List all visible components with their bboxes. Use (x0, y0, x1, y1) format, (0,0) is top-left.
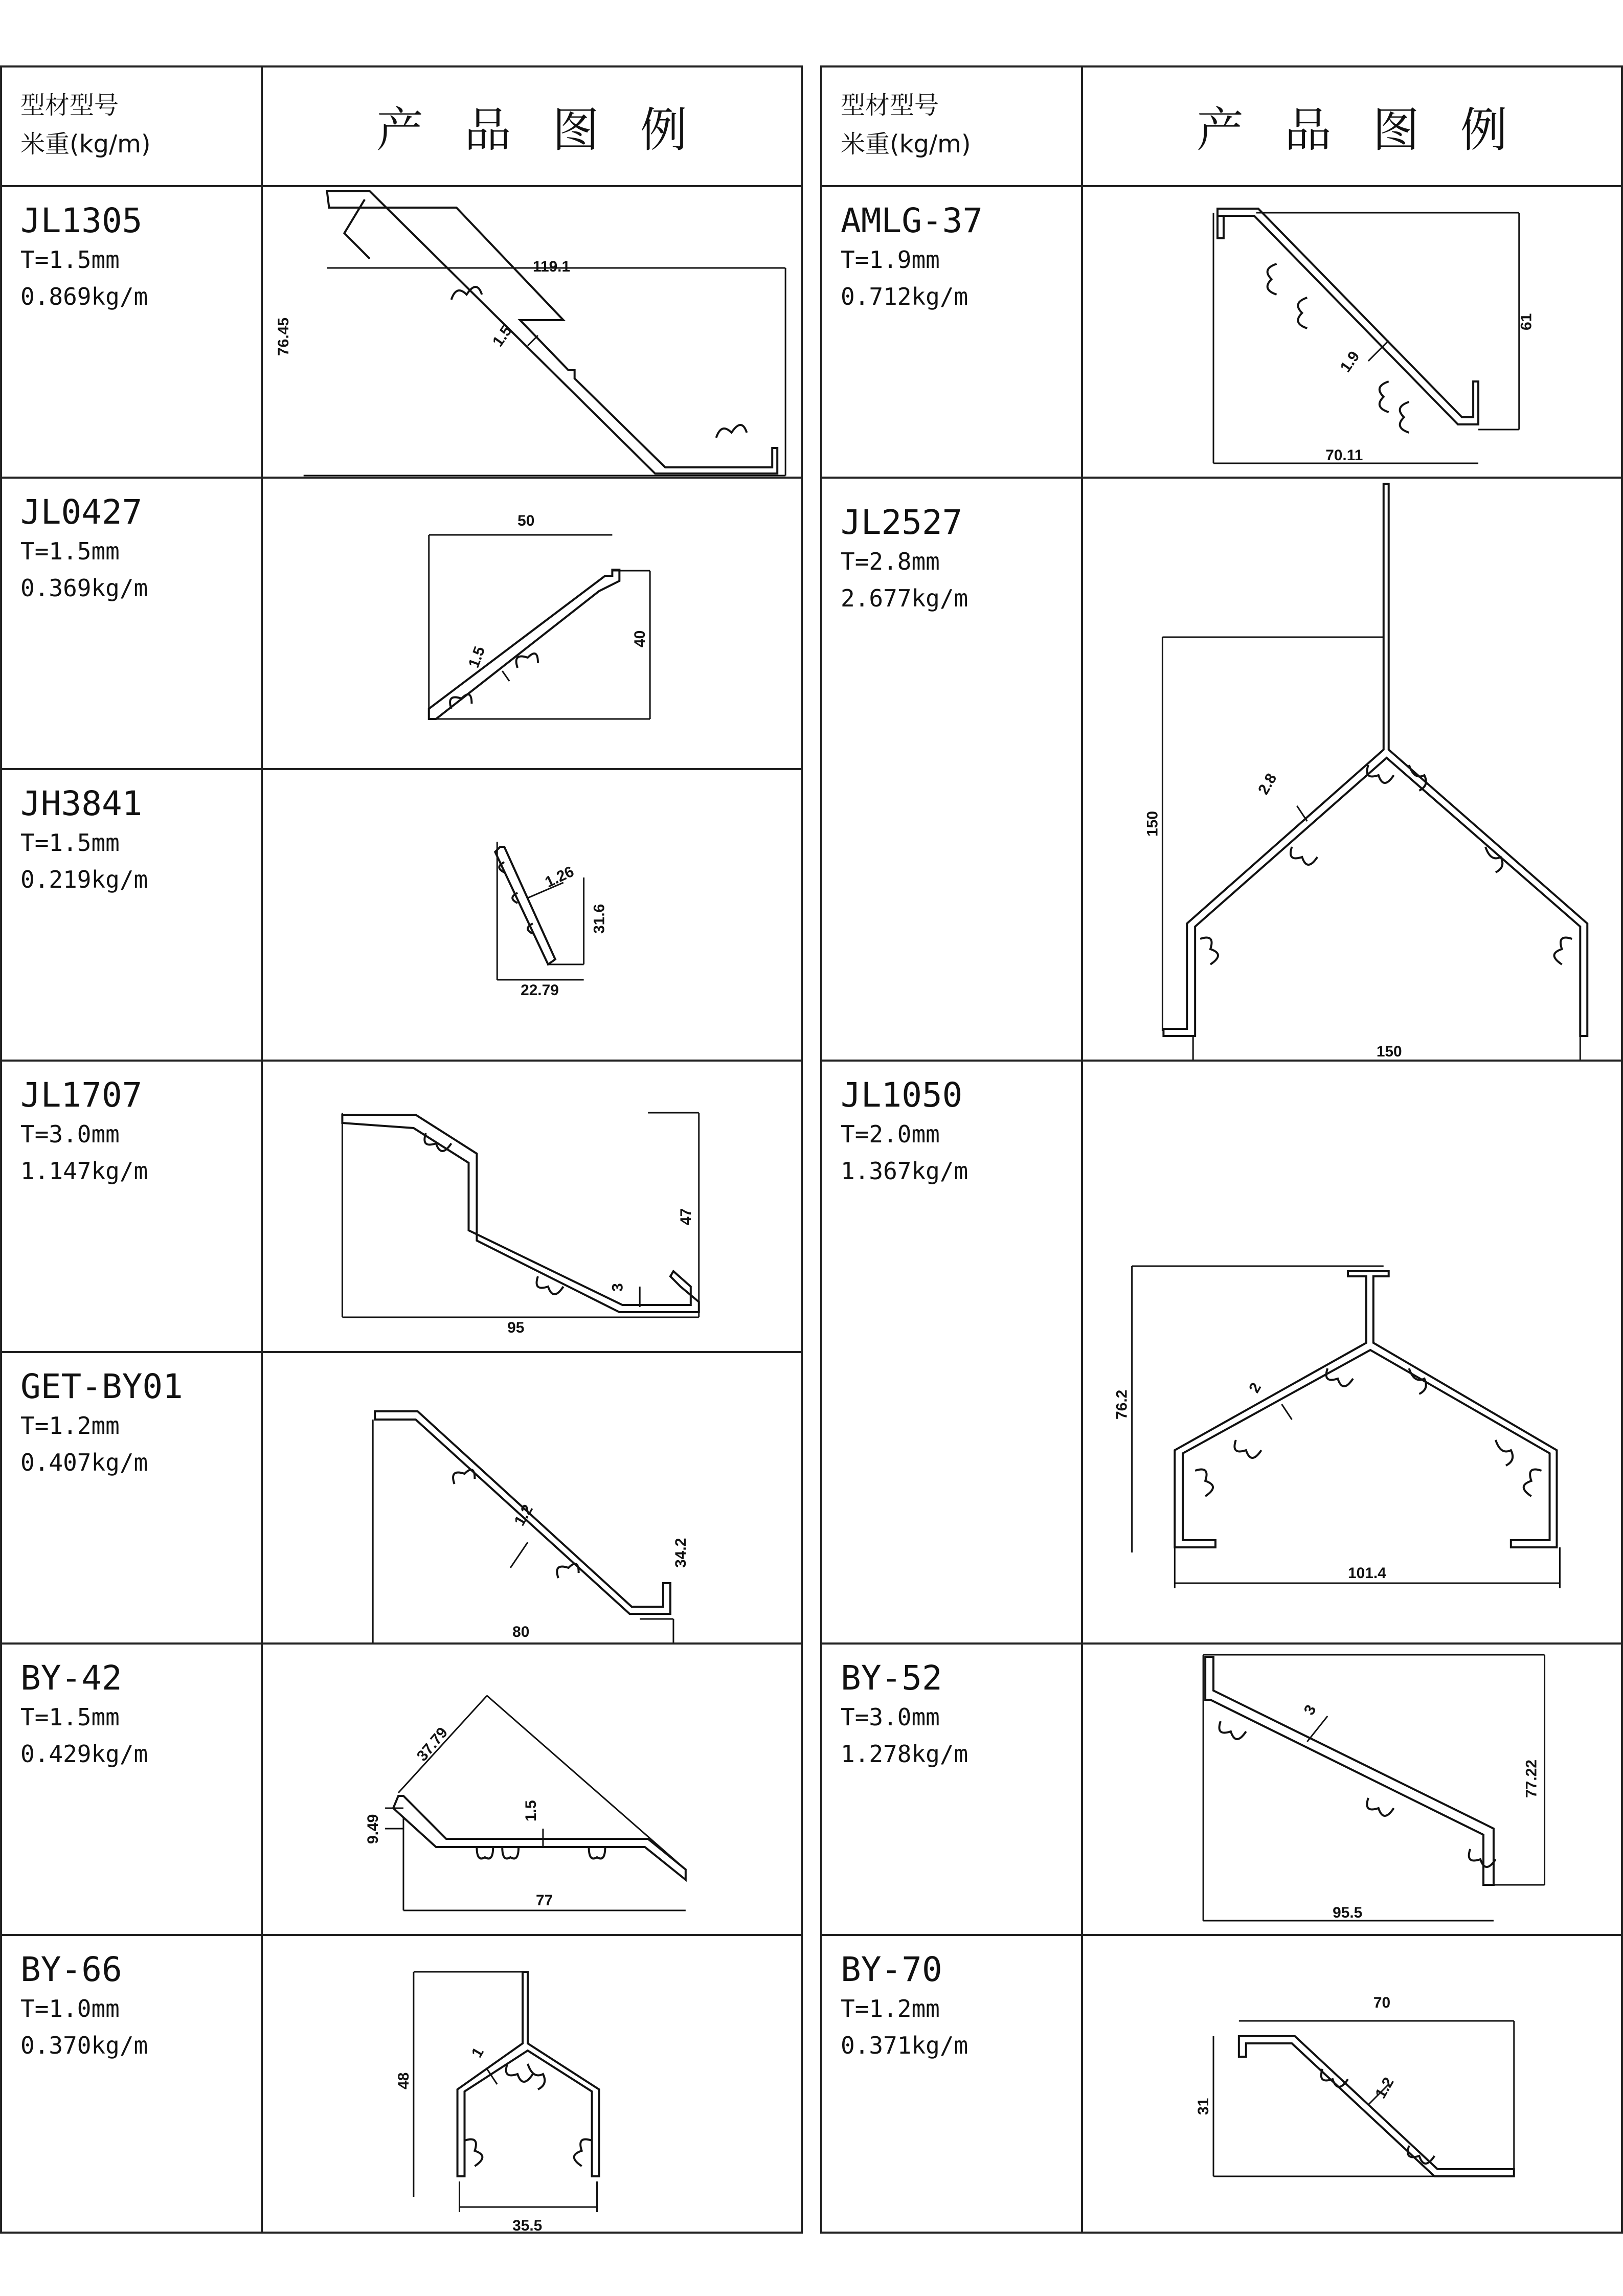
dim-thickness: 2 (1246, 1380, 1265, 1396)
dim-thickness: 1 (468, 2044, 487, 2061)
profile-code: JH3841 (20, 784, 143, 823)
dim-width: 101.4 (1348, 1564, 1386, 1582)
profile-thickness: T=2.0mm (841, 1120, 940, 1148)
dim-height: 40 (632, 630, 649, 647)
dim-height: 61 (1518, 313, 1535, 330)
profile-code: BY-66 (20, 1950, 122, 1989)
profile-thickness: T=1.5mm (20, 537, 120, 565)
profile-thickness: T=1.5mm (20, 246, 120, 274)
dim-width: 77 (535, 1892, 553, 1909)
header-weight-label: 米重(kg/m) (841, 130, 971, 159)
profile-thickness: T=1.5mm (20, 1703, 120, 1731)
profile-info (20, 1366, 256, 1481)
profile-info (841, 1075, 1076, 1189)
profile-code: JL2527 (841, 503, 963, 542)
profile-drawing (263, 1645, 801, 1934)
profile-info (20, 1075, 256, 1189)
profile-info (841, 502, 1076, 617)
profile-info (841, 200, 1076, 315)
profile-thickness: T=1.2mm (20, 1412, 120, 1439)
dim-thickness: 1.5 (523, 1800, 539, 1821)
profile-info (20, 492, 256, 606)
profile-thickness: T=1.9mm (841, 246, 940, 274)
profile-weight: 0.712kg/m (841, 283, 968, 310)
profile-thickness: T=1.5mm (20, 829, 120, 857)
profile-info (841, 1949, 1076, 2064)
profile-code: AMLG-37 (841, 201, 983, 240)
profile-drawing (1083, 1936, 1621, 2236)
dim-thickness: 1.26 (542, 863, 577, 891)
dim-width: 95.5 (1333, 1904, 1363, 1922)
header-model-label: 型材型号 (20, 91, 119, 120)
header-product-label: 产品图例 (1196, 103, 1548, 157)
dim-thickness: 3 (1300, 1702, 1320, 1718)
profile-drawing (1083, 479, 1621, 1060)
profile-weight: 1.367kg/m (841, 1157, 968, 1185)
dim-height: 48 (395, 2072, 412, 2089)
dim-width: 95 (507, 1319, 525, 1337)
profile-thickness: T=2.8mm (841, 548, 940, 575)
dim-width: 119.1 (532, 258, 571, 276)
header-product-label: 产品图例 (376, 103, 728, 157)
profile-drawing (263, 479, 801, 768)
profile-drawing (1083, 1062, 1621, 1642)
dim-thickness: 1.9 (1337, 348, 1363, 376)
profile-info (20, 783, 256, 898)
dim-width: 22.79 (521, 981, 559, 999)
dim-height: 34.2 (672, 1538, 689, 1568)
profile-code: BY-70 (841, 1950, 942, 1989)
profile-drawing (263, 187, 801, 477)
dim-thickness: 3 (609, 1283, 626, 1292)
profile-drawing (263, 1936, 801, 2236)
header-model-label: 型材型号 (841, 91, 939, 120)
left-spec-table (0, 65, 803, 2234)
dim-height: 76.2 (1113, 1389, 1131, 1420)
profile-weight: 0.407kg/m (20, 1449, 148, 1476)
dim-width: 150 (1376, 1043, 1402, 1060)
profile-drawing (1083, 187, 1621, 477)
dim-height: 31.6 (591, 904, 608, 934)
dim-thickness: 1.5 (489, 322, 515, 350)
dim-thickness: 1.5 (465, 644, 489, 670)
dim-diagonal: 37.79 (413, 1724, 452, 1765)
profile-thickness: T=3.0mm (841, 1703, 940, 1731)
dim-thickness: 1.2 (511, 1501, 536, 1529)
profile-code: JL1305 (20, 201, 143, 240)
profile-drawing (263, 1062, 801, 1351)
dim-height: 76.45 (275, 317, 292, 356)
dim-height: 31 (1195, 2098, 1212, 2115)
profile-weight: 1.147kg/m (20, 1157, 148, 1185)
profile-weight: 0.369kg/m (20, 574, 148, 602)
profile-drawing (263, 1353, 801, 1642)
dim-width: 35.5 (512, 2217, 543, 2235)
profile-code: JL0427 (20, 492, 143, 532)
profile-thickness: T=1.2mm (841, 1995, 940, 2022)
profile-weight: 0.370kg/m (20, 2032, 148, 2059)
header-model-weight (841, 86, 971, 164)
profile-info (20, 1658, 256, 1772)
profile-code: JL1707 (20, 1075, 143, 1115)
dim-thickness: 1.2 (1372, 2074, 1397, 2102)
profile-weight: 0.429kg/m (20, 1740, 148, 1768)
profile-code: BY-52 (841, 1658, 942, 1698)
dim-height: 47 (677, 1208, 694, 1225)
profile-code: JL1050 (841, 1075, 963, 1115)
profile-thickness: T=1.0mm (20, 1995, 120, 2022)
profile-weight: 2.677kg/m (841, 584, 968, 612)
right-spec-table (820, 65, 1623, 2234)
header-weight-label: 米重(kg/m) (20, 130, 151, 159)
profile-weight: 1.278kg/m (841, 1740, 968, 1768)
profile-drawing (1083, 1645, 1621, 1934)
dim-height: 150 (1144, 811, 1161, 837)
dim-width: 80 (512, 1623, 530, 1641)
dim-width: 70 (1373, 1994, 1391, 2012)
profile-code: BY-42 (20, 1658, 122, 1698)
dim-width: 50 (517, 512, 535, 530)
dim-height: 77.22 (1523, 1759, 1540, 1798)
profile-drawing (263, 770, 801, 1060)
profile-info (20, 200, 256, 315)
profile-weight: 0.219kg/m (20, 866, 148, 893)
profile-weight: 0.869kg/m (20, 283, 148, 310)
profile-info (20, 1949, 256, 2064)
header-model-weight (20, 86, 151, 164)
profile-weight: 0.371kg/m (841, 2032, 968, 2059)
profile-thickness: T=3.0mm (20, 1120, 120, 1148)
dim-width: 70.11 (1325, 446, 1363, 464)
dim-thickness: 2.8 (1255, 770, 1280, 798)
profile-info (841, 1658, 1076, 1772)
profile-code: GET-BY01 (20, 1367, 183, 1406)
dim-lip: 9.49 (365, 1814, 382, 1844)
